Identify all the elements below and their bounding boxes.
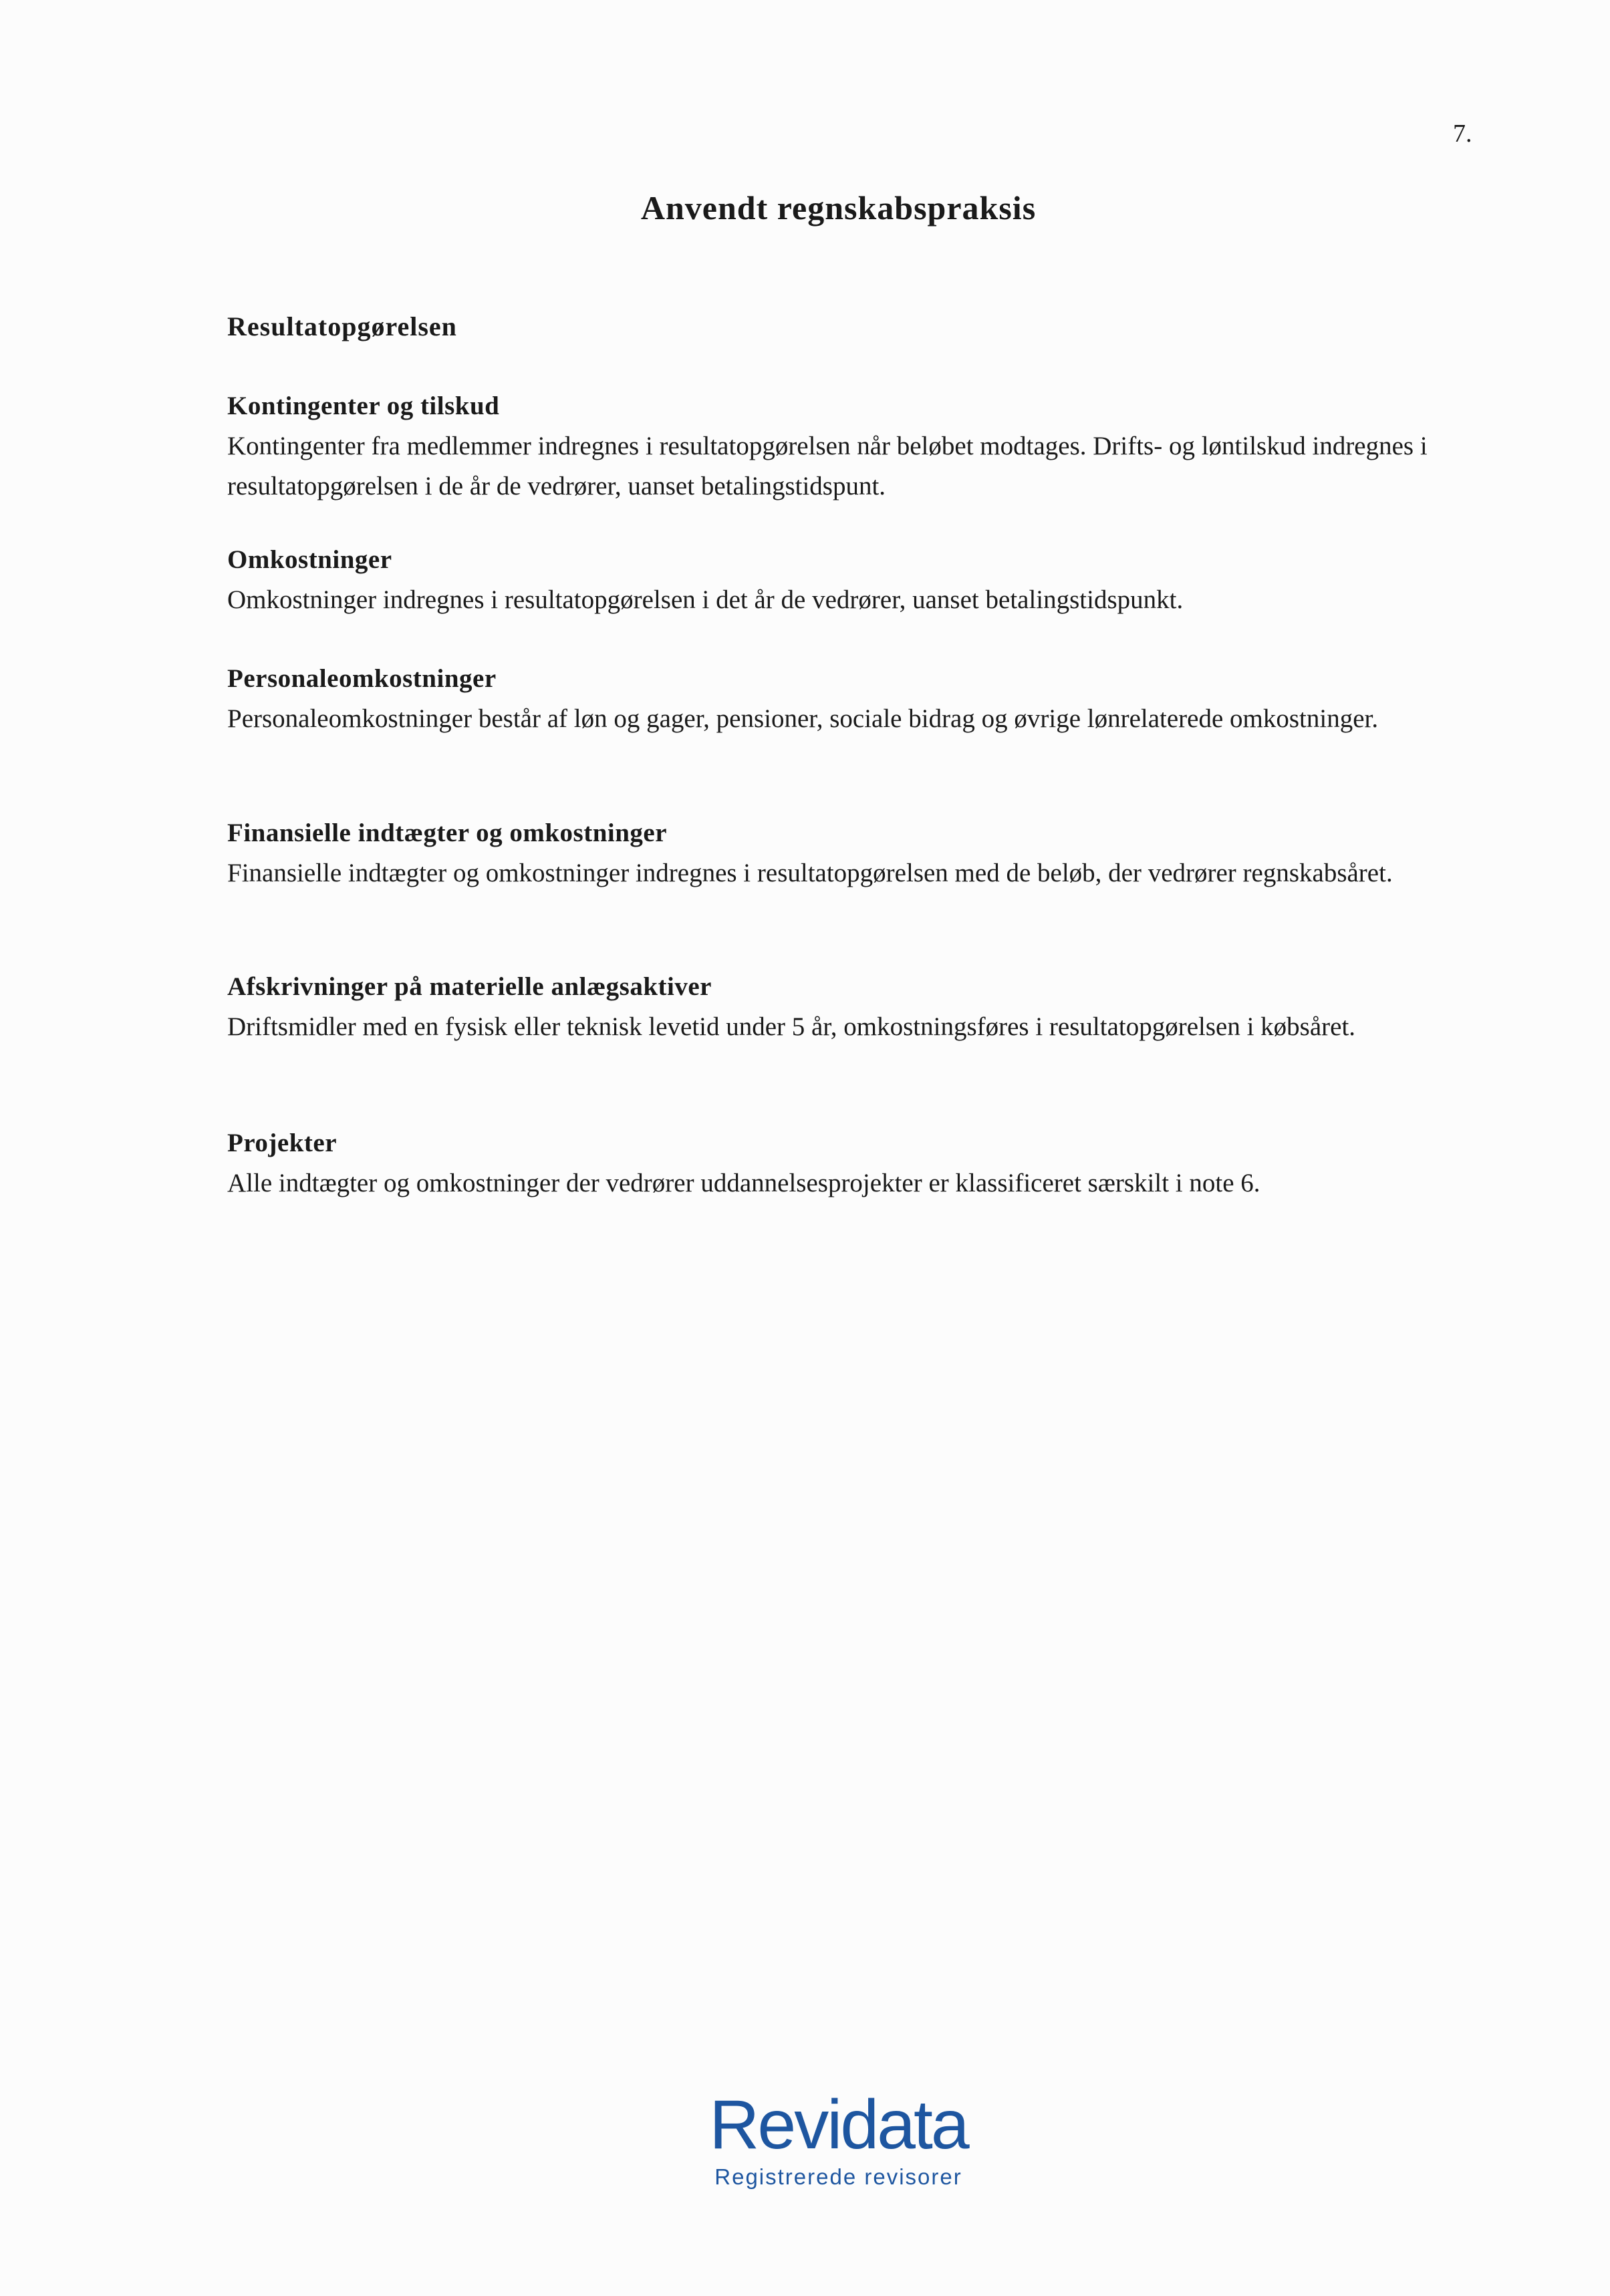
logo-tagline: Registrerede revisorer — [714, 2164, 962, 2189]
subsection-finansielle — [227, 813, 1530, 893]
subsection-kontingenter — [227, 386, 1530, 507]
subsection-heading: Afskrivninger på materielle anlægsaktiver — [227, 972, 712, 1001]
subsection-heading: Omkostninger — [227, 545, 392, 574]
section-heading-resultatopgorelsen: Resultatopgørelsen — [227, 311, 457, 341]
subsection-projekter — [227, 1123, 1530, 1203]
subsection-text: Driftsmidler med en fysisk eller teknisk levetid under 5 år, omkostningsføres i resultatopgørelsen i købsåret. — [227, 1012, 1356, 1041]
subsection-heading: Finansielle indtægter og omkostninger — [227, 819, 668, 847]
subsection-text: Personaleomkostninger består af løn og gager, pensioner, sociale bidrag og øvrige lønrelaterede omkostninger. — [227, 704, 1379, 733]
subsection-personaleomkostninger — [227, 659, 1530, 739]
subsection-text: Omkostninger indregnes i resultatopgørelsen i det år de vedrører, uanset betalingstidspunkt. — [227, 585, 1184, 614]
logo-wordmark: Revidata — [709, 2086, 968, 2164]
subsection-afskrivninger — [227, 967, 1530, 1047]
subsection-heading: Kontingenter og tilskud — [227, 392, 500, 420]
page-number: 7. — [1453, 120, 1472, 148]
subsection-heading: Projekter — [227, 1129, 338, 1157]
subsection-omkostninger — [227, 540, 1530, 620]
subsection-text: Finansielle indtægter og omkostninger indregnes i resultatopgørelsen med de beløb, der vedrører regnskabsåret. — [227, 859, 1393, 887]
subsection-heading: Personaleomkostninger — [227, 664, 497, 693]
subsection-text: Alle indtægter og omkostninger der vedrører uddannelsesprojekter er klassificeret særskilt i note 6. — [227, 1169, 1260, 1197]
subsection-text: Kontingenter fra medlemmer indregnes i resultatopgørelsen når beløbet modtages. Drifts- og løntilskud indregnes i resultatopgørelsen i de år de vedrører, uanset betalingstidspunt. — [227, 432, 1428, 500]
document-title: Anvendt regnskabspraksis — [640, 189, 1037, 227]
revidata-logo — [0, 2088, 1610, 2190]
